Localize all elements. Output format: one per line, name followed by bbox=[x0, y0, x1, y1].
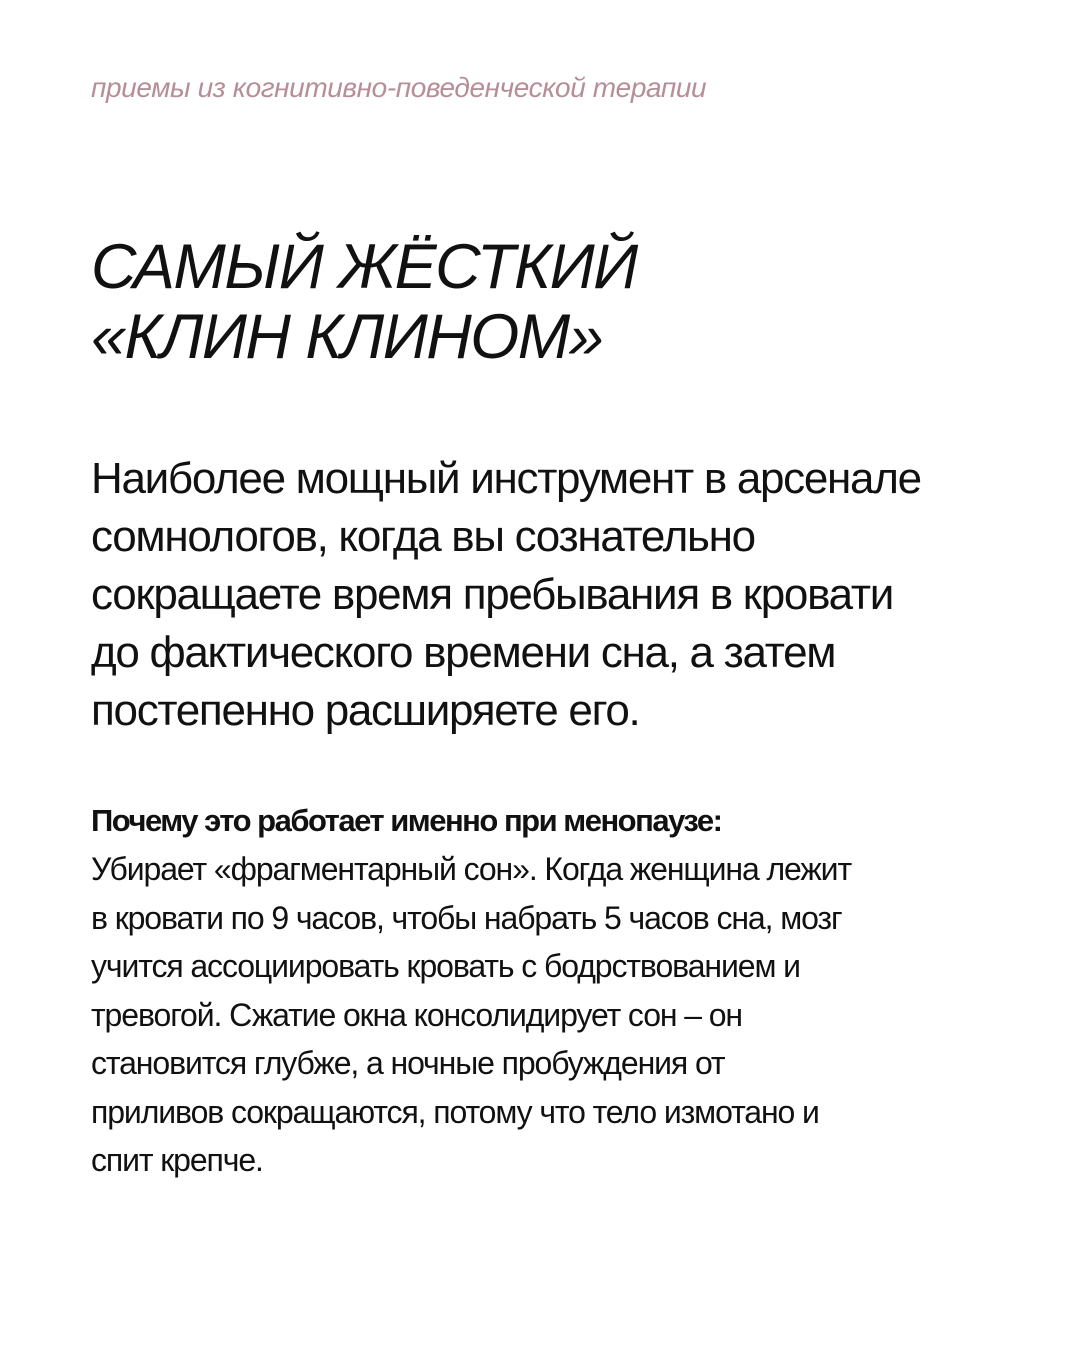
why-heading: Почему это работает именно при менопаузе: bbox=[91, 803, 722, 838]
why-line: учится ассоциировать кровать с бодрствованием и bbox=[91, 948, 800, 984]
lead-line: до фактического времени сна, а затем bbox=[91, 628, 836, 677]
why-line: становится глубже, а ночные пробуждения от bbox=[91, 1045, 725, 1081]
why-section bbox=[91, 797, 1021, 1185]
why-line: спит крепче. bbox=[91, 1142, 263, 1178]
lead-paragraph bbox=[91, 450, 1021, 740]
lead-line: сокращаете время пребывания в кровати bbox=[91, 570, 893, 619]
why-line: Убирает «фрагментарный сон». Когда женщина лежит bbox=[91, 851, 852, 887]
section-kicker: приемы из когнитивно-поведенческой терапии bbox=[91, 72, 707, 103]
why-line: в кровати по 9 часов, чтобы набрать 5 часов сна, мозг bbox=[91, 899, 842, 936]
why-paragraph bbox=[91, 845, 1021, 1185]
title-line: «КЛИН КЛИНОМ» bbox=[91, 302, 603, 372]
lead-line: сомнологов, когда вы сознательно bbox=[91, 512, 755, 561]
why-line: тревогой. Сжатие окна консолидирует сон – он bbox=[91, 996, 743, 1033]
why-line: приливов сокращаются, потому что тело измотано и bbox=[91, 1093, 819, 1130]
lead-line: постепенно расширяете его. bbox=[91, 686, 640, 735]
slide-title bbox=[91, 232, 991, 372]
title-line: САМЫЙ ЖЁСТКИЙ bbox=[91, 232, 637, 302]
lead-line: Наиболее мощный инструмент в арсенале bbox=[91, 454, 921, 503]
